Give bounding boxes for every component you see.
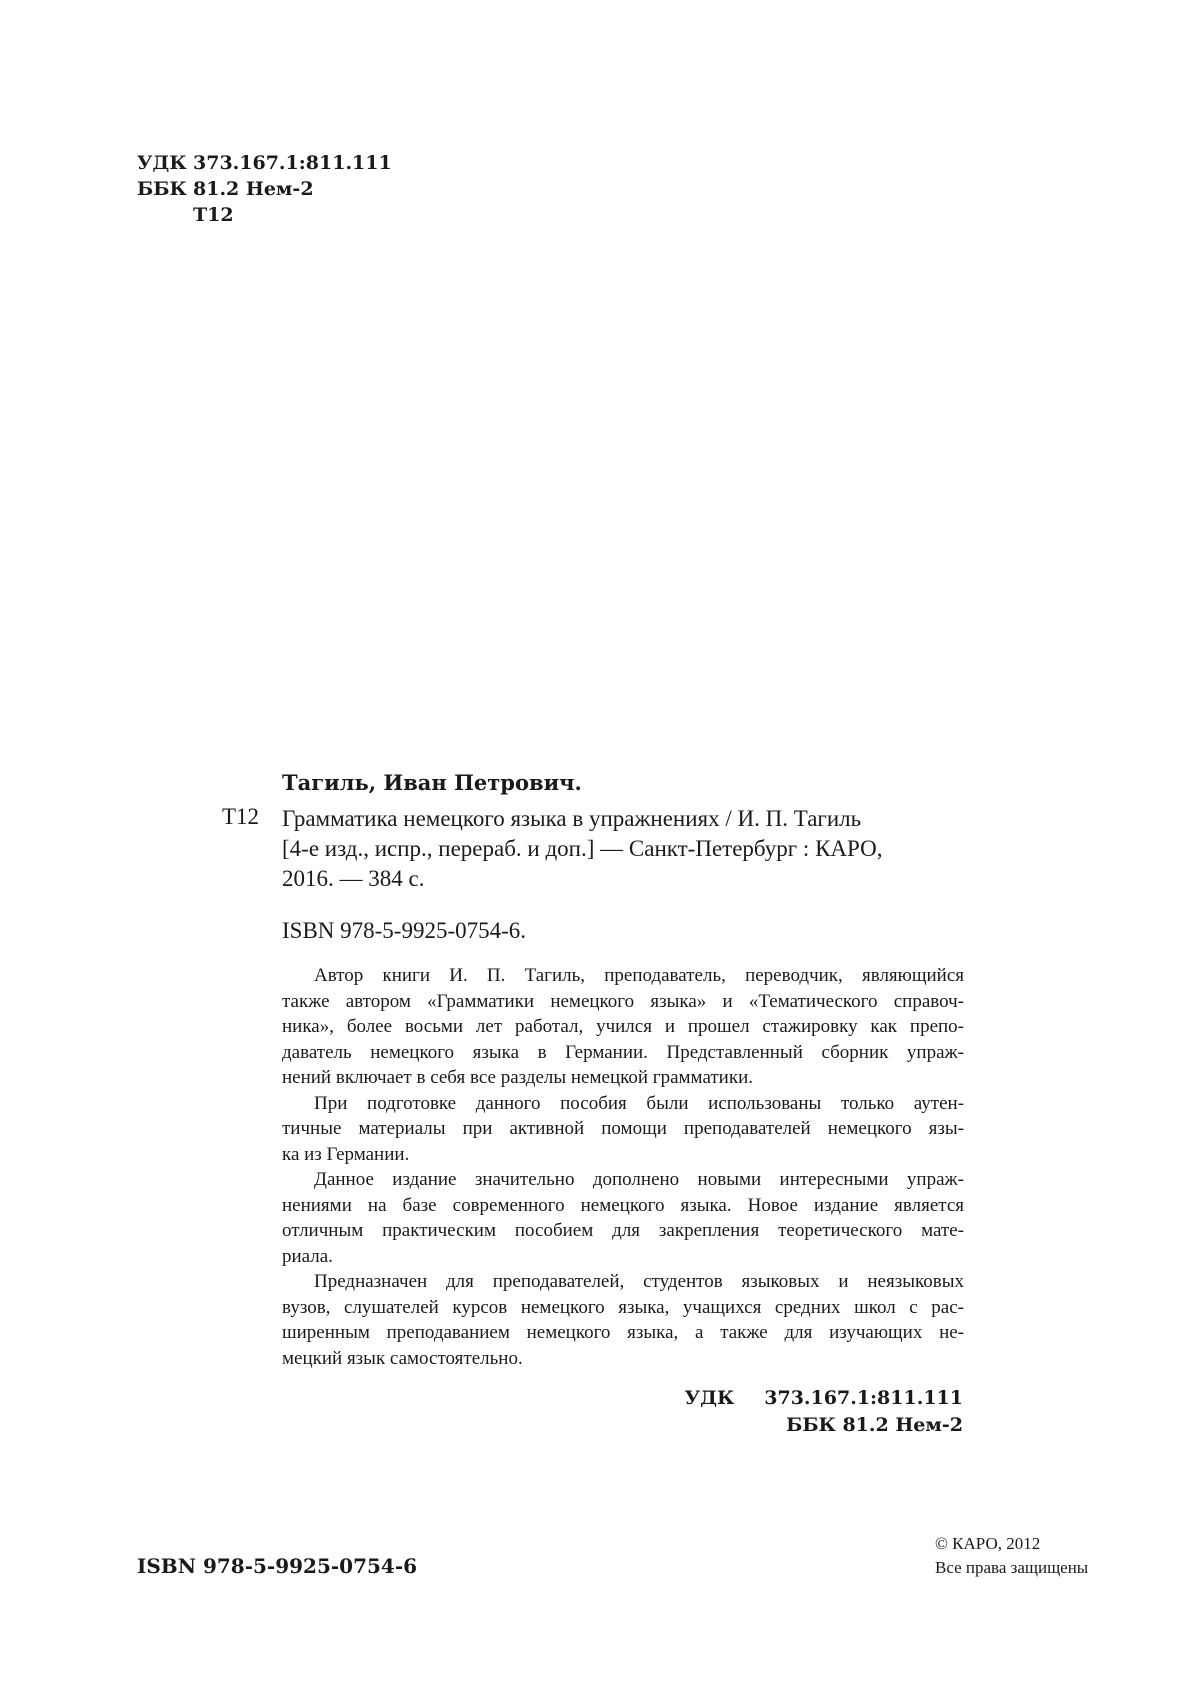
udk-value: 373.167.1:811.111 [193, 152, 392, 174]
udk-row [137, 150, 392, 176]
udk-bottom-value: 373.167.1:811.111 [764, 1387, 963, 1409]
udk-bottom-label: УДК [684, 1387, 735, 1409]
abstract-line: вузов, слушателей курсов немецкого языка, учащихся средних школ с рас- [282, 1296, 964, 1318]
bib-line: Грамматика немецкого языка в упражнениях / И. П. Тагиль [282, 806, 862, 831]
abstract-line: При подготовке данного пособия были использованы только аутен- [314, 1092, 964, 1114]
classification-codes-top [137, 150, 392, 228]
author-heading: Тагиль, Иван Петрович. [282, 770, 582, 795]
abstract-line: отличным практическим пособием для закрепления теоретического мате- [282, 1220, 964, 1241]
bbk-bottom-row: ББК 81.2 Нем-2 [786, 1414, 963, 1436]
bbk-value: 81.2 Нем-2 [193, 178, 314, 200]
copyright-line: © КАРО, 2012 [935, 1534, 1041, 1553]
bbk-row [137, 176, 392, 202]
abstract-line: Данное издание значительно дополнено новыми интересными упраж- [314, 1169, 964, 1190]
author-mark-row [137, 202, 392, 228]
abstract-line: ширенным преподаванием немецкого языка, а также для изучающих не- [282, 1322, 964, 1343]
abstract-line: Предназначен для преподавателей, студентов языковых и неязыковых [314, 1271, 964, 1292]
bibliographic-description [282, 804, 962, 894]
bbk-label: ББК [137, 178, 187, 200]
isbn-record: ISBN 978-5-9925-0754-6. [282, 918, 527, 943]
abstract-line: нений включает в себя все разделы немецкой грамматики. [282, 1067, 754, 1088]
abstract [282, 963, 964, 1371]
abstract-line: нениями на базе современного немецкого языка. Новое издание является [282, 1194, 964, 1216]
udk-bottom-row [685, 1385, 963, 1412]
abstract-line: ника», более восьми лет работал, учился и прошел стажировку как препо- [282, 1016, 964, 1037]
udk-label: УДК [137, 152, 187, 174]
author-mark-top: Т12 [193, 204, 234, 226]
bib-line: 2016. — 384 с. [282, 866, 425, 891]
isbn-footer: ISBN 978-5-9925-0754-6 [137, 1554, 418, 1578]
copyright-block [935, 1532, 1088, 1580]
abstract-line: мецкий язык самостоятельно. [282, 1347, 523, 1369]
abstract-line: риала. [282, 1245, 333, 1267]
classification-codes-bottom [685, 1385, 963, 1439]
abstract-line: также автором «Грамматики немецкого языка» и «Тематического справоч- [282, 990, 964, 1012]
abstract-line: ка из Германии. [282, 1143, 410, 1165]
abstract-line: Автор книги И. П. Тагиль, преподаватель, переводчик, являющийся [314, 965, 964, 986]
rights-line: Все права защищены [935, 1558, 1089, 1577]
abstract-line: даватель немецкого языка в Германии. Представленный сборник упраж- [282, 1041, 964, 1063]
bib-line: [4-е изд., испр., перераб. и доп.] — Санкт-Петербург : КАРО, [282, 836, 883, 861]
abstract-line: тичные материалы при активной помощи преподавателей немецкого язы- [282, 1118, 964, 1139]
author-mark: Т12 [222, 804, 260, 829]
